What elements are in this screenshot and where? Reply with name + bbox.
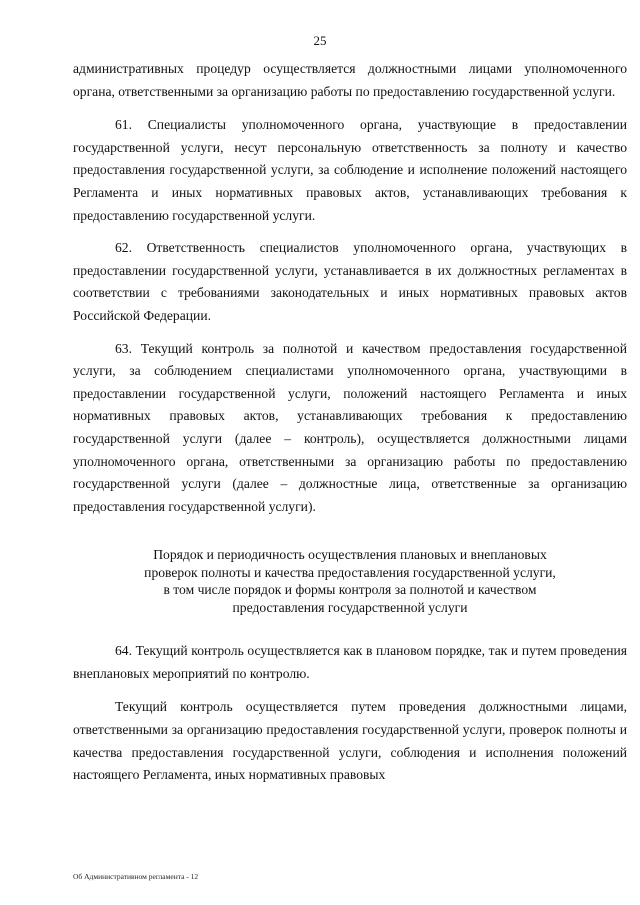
section-heading-line: в том числе порядок и формы контроля за полнотой и качеством [163, 582, 537, 598]
paragraph-62: 62. Ответственность специалистов уполномоченного органа, участвующих в предоставлении государственной услуги, устанавливается в их должностных регламентах в соответствии с требованиями законодательных и иных нормативных правовых актов Российской Федерации. [73, 240, 627, 323]
section-heading [73, 546, 627, 616]
section-heading-line: предоставления государственной услуги [232, 599, 468, 615]
paragraph-continuation: административных процедур осуществляется должностными лицами уполномоченного органа, ответственными за организацию работы по предоставлению государственной услуги. [73, 61, 627, 99]
document-body [73, 58, 627, 787]
paragraph-63: 63. Текущий контроль за полнотой и качеством предоставления государственной услуги, за соблюдением специалистами уполномоченного органа, участвующими в предоставлении государственной услуги, положений настоящего Регламента и иных нормативных правовых актов, устанавливающих требования к предоставлению государственной услуги (далее – контроль), осуществляется должностными лицами уполномоченного органа, ответственными за организацию работы по предоставлению государственной услуги (далее – должностные лица, ответственные за организацию предоставления государственной услуги). [73, 340, 627, 514]
page-number: 25 [313, 33, 327, 48]
paragraph-current-control: Текущий контроль осуществляется путем проведения должностными лицами, ответственными за организацию предоставления государственной услуги, проверок полноты и качества предоставления государственной услуги, соблюдения и исполнения положений настоящего Регламента, иных нормативных правовых [73, 699, 627, 783]
paragraph-61: 61. Специалисты уполномоченного органа, участвующие в предоставлении государственной услуги, несут персональную ответственность за полноту и качество предоставления государственной услуги, за соблюдение и исполнение положений настоящего Регламента и иных нормативных правовых актов, устанавливающих требования к предоставлению государственной услуги. [73, 117, 627, 223]
paragraph-64: 64. Текущий контроль осуществляется как в плановом порядке, так и путем проведения внеплановых мероприятий по контролю. [73, 643, 627, 681]
section-heading-line: Порядок и периодичность осуществления плановых и внеплановых [153, 547, 547, 563]
section-heading-line: проверок полноты и качества предоставления государственной услуги, [144, 564, 556, 580]
page-footer: Об Административном регламента - 12 [73, 872, 199, 881]
